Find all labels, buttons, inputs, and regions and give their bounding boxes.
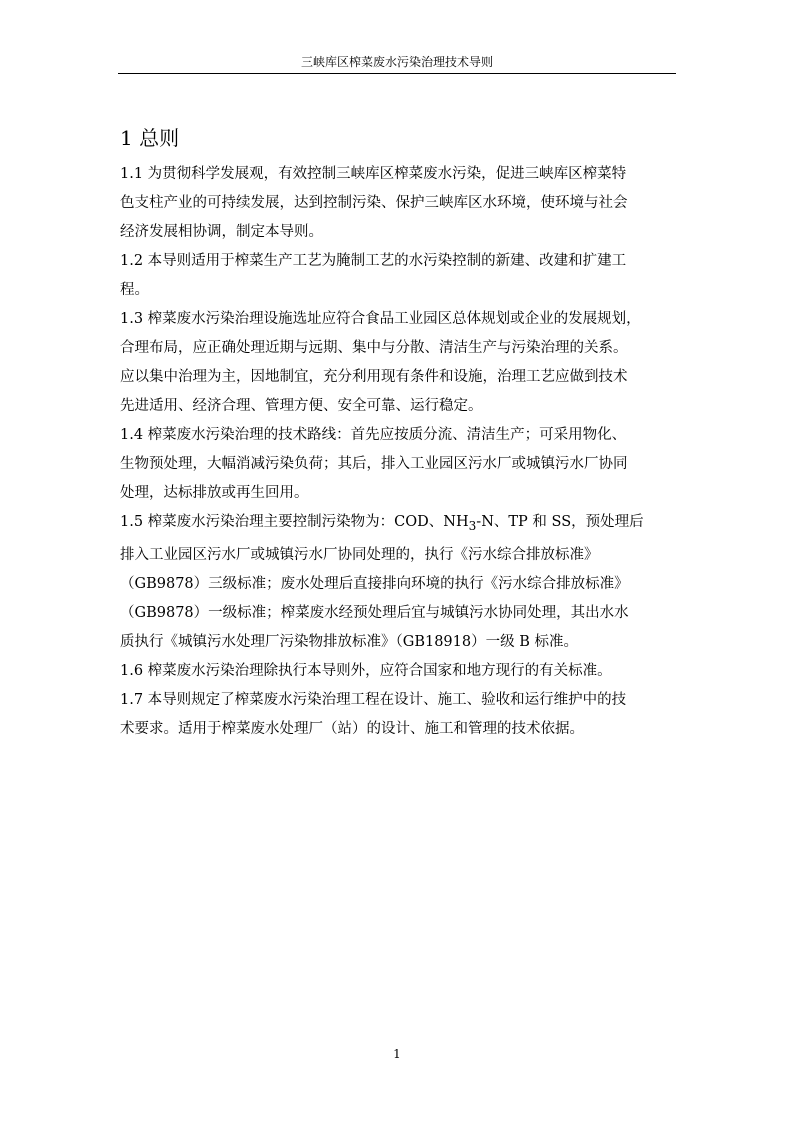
paragraph-line: 先进适用、经济合理、管理方便、安全可靠、运行稳定。 [120,398,483,414]
paragraph-line: （GB9878）三级标准；废水处理后直接排向环境的执行《污水综合排放标准》 [120,575,629,592]
paragraph-1-6 [120,657,676,686]
paragraph-line: 1.1 为贯彻科学发展观，有效控制三峡库区榨菜废水污染，促进三峡库区榨菜特 [120,166,627,182]
paragraph-line: 质执行《城镇污水处理厂污染物排放标准》（GB18918）一级 B 标准。 [120,633,578,650]
paragraph-1-7 [120,686,676,744]
paragraph-line: 1.4 榨菜废水污染治理的技术路线：首先应按质分流、清洁生产；可采用物化、 [120,427,627,443]
paragraph-line [120,508,676,541]
paragraph-line: 排入工业园区污水厂或城镇污水厂协同处理的，执行《污水综合排放标准》 [120,546,599,563]
paragraph-line: 应以集中治理为主，因地制宜，充分利用现有条件和设施，治理工艺应做到技术 [120,369,628,385]
paragraph-line: （GB9878）一级标准；榨菜废水经预处理后宜与城镇污水协同处理，其出水水 [120,604,629,621]
paragraph-1-5 [120,508,676,657]
document-body [120,160,676,744]
paragraph-line: 生物预处理，大幅消减污染负荷；其后，排入工业园区污水厂或城镇污水厂协同 [120,456,628,472]
line-text: -N、TP 和 SS，预处理后 [476,514,644,530]
section-title: 1 总则 [120,126,180,150]
running-header: 三峡库区榨菜废水污染治理技术导则 [300,55,493,69]
paragraph-line: 术要求。适用于榨菜废水处理厂（站）的设计、施工和管理的技术依据。 [120,720,584,737]
paragraph-1-1 [120,160,676,247]
paragraph-line: 处理，达标排放或再生回用。 [120,485,309,501]
paragraph-line: 合理布局，应正确处理近期与远期、集中与分散、清洁生产与污染治理的关系。 [120,340,628,356]
paragraph-line: 程。 [120,282,149,298]
page-number: 1 [393,1047,401,1061]
header-rule [118,73,676,74]
paragraph-1-3 [120,305,676,421]
paragraph-line: 1.7 本导则规定了榨菜废水污染治理工程在设计、施工、验收和运行维护中的技 [120,691,627,708]
paragraph-1-4 [120,421,676,508]
paragraph-line: 1.6 榨菜废水污染治理除执行本导则外，应符合国家和地方现行的有关标准。 [120,662,612,679]
paragraph-1-2 [120,247,676,305]
paragraph-line: 1.2 本导则适用于榨菜生产工艺为腌制工艺的水污染控制的新建、改建和扩建工 [120,253,627,269]
paragraph-line: 色支柱产业的可持续发展，达到控制污染、保护三峡库区水环境，使环境与社会 [120,195,628,211]
subscript-3: 3 [468,518,477,533]
paragraph-line: 1.3 榨菜废水污染治理设施选址应符合食品工业园区总体规划或企业的发展规划， [120,311,641,327]
line-text: 1.5 榨菜废水污染治理主要控制污染物为：COD、NH [120,514,469,530]
paragraph-line: 经济发展相协调，制定本导则。 [120,224,323,240]
